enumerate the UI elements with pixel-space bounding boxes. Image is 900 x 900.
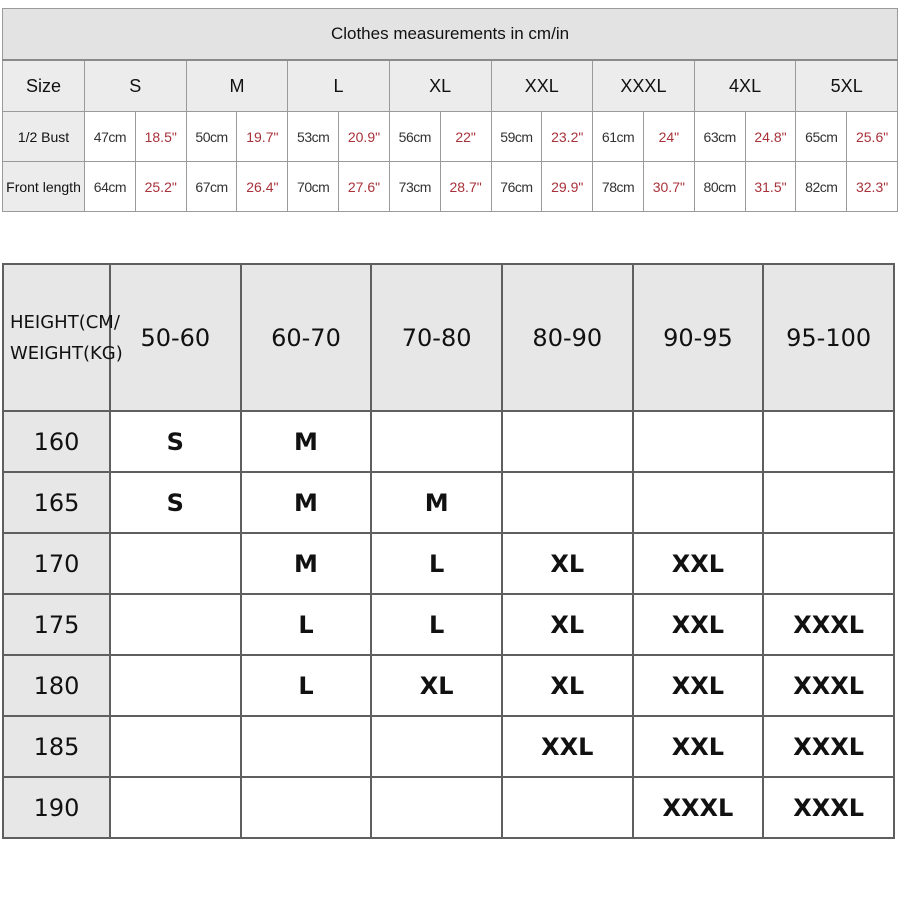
bust-in: 20.9"	[339, 112, 390, 162]
front-cm: 78cm	[593, 162, 644, 212]
size-cell: XXL	[633, 594, 764, 655]
size-cell: XXL	[502, 716, 633, 777]
table-row	[3, 716, 894, 777]
size-header: M	[186, 60, 288, 112]
height-value: 185	[3, 716, 110, 777]
size-header: 4XL	[694, 60, 796, 112]
size-cell	[110, 594, 241, 655]
bust-cm: 59cm	[491, 112, 542, 162]
table-row	[3, 411, 894, 472]
height-value: 160	[3, 411, 110, 472]
size-header: XXL	[491, 60, 593, 112]
size-cell: XXL	[633, 655, 764, 716]
size-cell	[502, 411, 633, 472]
bust-cm: 65cm	[796, 112, 847, 162]
front-cm: 76cm	[491, 162, 542, 212]
size-cell: XXL	[633, 716, 764, 777]
bust-in: 25.6"	[847, 112, 898, 162]
size-header: XXXL	[593, 60, 695, 112]
front-cm: 64cm	[85, 162, 136, 212]
weight-range-header: 60-70	[241, 264, 372, 411]
size-cell	[502, 777, 633, 838]
weight-range-header: 70-80	[371, 264, 502, 411]
size-cell	[763, 533, 894, 594]
bust-in: 24.8"	[745, 112, 796, 162]
measurements-title: Clothes measurements in cm/in	[3, 9, 898, 61]
size-cell	[633, 472, 764, 533]
size-cell: XXXL	[763, 777, 894, 838]
size-cell	[110, 655, 241, 716]
size-cell	[110, 777, 241, 838]
front-in: 27.6"	[339, 162, 390, 212]
bust-cm: 50cm	[186, 112, 237, 162]
bust-in: 19.7"	[237, 112, 288, 162]
bust-row	[3, 112, 898, 162]
size-cell	[633, 411, 764, 472]
size-cell: M	[371, 472, 502, 533]
front-in: 32.3"	[847, 162, 898, 212]
weight-header-row	[3, 264, 894, 411]
weight-range-header: 90-95	[633, 264, 764, 411]
bust-in: 24"	[643, 112, 694, 162]
table-row	[3, 594, 894, 655]
size-cell: XL	[502, 655, 633, 716]
table-row	[3, 472, 894, 533]
size-cell	[371, 411, 502, 472]
size-chart-table	[2, 263, 895, 839]
size-cell: L	[371, 594, 502, 655]
bust-cm: 47cm	[85, 112, 136, 162]
size-header: 5XL	[796, 60, 898, 112]
size-cell	[371, 777, 502, 838]
height-value: 175	[3, 594, 110, 655]
weight-range-header: 50-60	[110, 264, 241, 411]
size-cell: S	[110, 472, 241, 533]
bust-cm: 61cm	[593, 112, 644, 162]
bust-in: 18.5"	[135, 112, 186, 162]
front-in: 26.4"	[237, 162, 288, 212]
weight-range-header: 80-90	[502, 264, 633, 411]
bust-in: 22"	[440, 112, 491, 162]
height-value: 170	[3, 533, 110, 594]
size-cell: S	[110, 411, 241, 472]
size-cell: L	[241, 655, 372, 716]
size-label: Size	[3, 60, 85, 112]
size-cell: XL	[502, 533, 633, 594]
bust-cm: 56cm	[389, 112, 440, 162]
size-cell: M	[241, 472, 372, 533]
size-cell: XXXL	[763, 594, 894, 655]
size-cell: M	[241, 411, 372, 472]
front-in: 30.7"	[643, 162, 694, 212]
front-in: 25.2"	[135, 162, 186, 212]
height-value: 190	[3, 777, 110, 838]
size-cell: XL	[502, 594, 633, 655]
size-cell: XXXL	[763, 655, 894, 716]
size-cell: XXL	[633, 533, 764, 594]
size-header-row	[3, 60, 898, 112]
front-in: 29.9"	[542, 162, 593, 212]
height-value: 165	[3, 472, 110, 533]
front-length-label: Front length	[3, 162, 85, 212]
front-length-row	[3, 162, 898, 212]
height-weight-label	[3, 264, 123, 411]
front-in: 28.7"	[440, 162, 491, 212]
weight-range-header: 95-100	[763, 264, 894, 411]
corner-label-line2: WEIGHT(KG)	[10, 342, 123, 364]
size-cell	[502, 472, 633, 533]
bust-in: 23.2"	[542, 112, 593, 162]
front-cm: 73cm	[389, 162, 440, 212]
size-header: L	[288, 60, 390, 112]
size-cell: L	[241, 594, 372, 655]
front-cm: 70cm	[288, 162, 339, 212]
size-cell	[241, 777, 372, 838]
height-value: 180	[3, 655, 110, 716]
size-cell: L	[371, 533, 502, 594]
front-in: 31.5"	[745, 162, 796, 212]
size-cell	[110, 716, 241, 777]
measurements-table	[2, 8, 898, 212]
front-cm: 82cm	[796, 162, 847, 212]
size-cell	[763, 472, 894, 533]
table-row	[3, 655, 894, 716]
front-cm: 67cm	[186, 162, 237, 212]
size-header: S	[85, 60, 187, 112]
size-cell	[763, 411, 894, 472]
corner-label-line1: HEIGHT(CM/	[10, 311, 120, 333]
size-cell	[110, 533, 241, 594]
size-cell: M	[241, 533, 372, 594]
size-header: XL	[389, 60, 491, 112]
size-cell: XXXL	[763, 716, 894, 777]
table-row	[3, 777, 894, 838]
size-cell	[241, 716, 372, 777]
size-cell	[371, 716, 502, 777]
size-cell: XXXL	[633, 777, 764, 838]
front-cm: 80cm	[694, 162, 745, 212]
bust-cm: 53cm	[288, 112, 339, 162]
size-cell: XL	[371, 655, 502, 716]
table-row	[3, 533, 894, 594]
bust-label: 1/2 Bust	[3, 112, 85, 162]
bust-cm: 63cm	[694, 112, 745, 162]
